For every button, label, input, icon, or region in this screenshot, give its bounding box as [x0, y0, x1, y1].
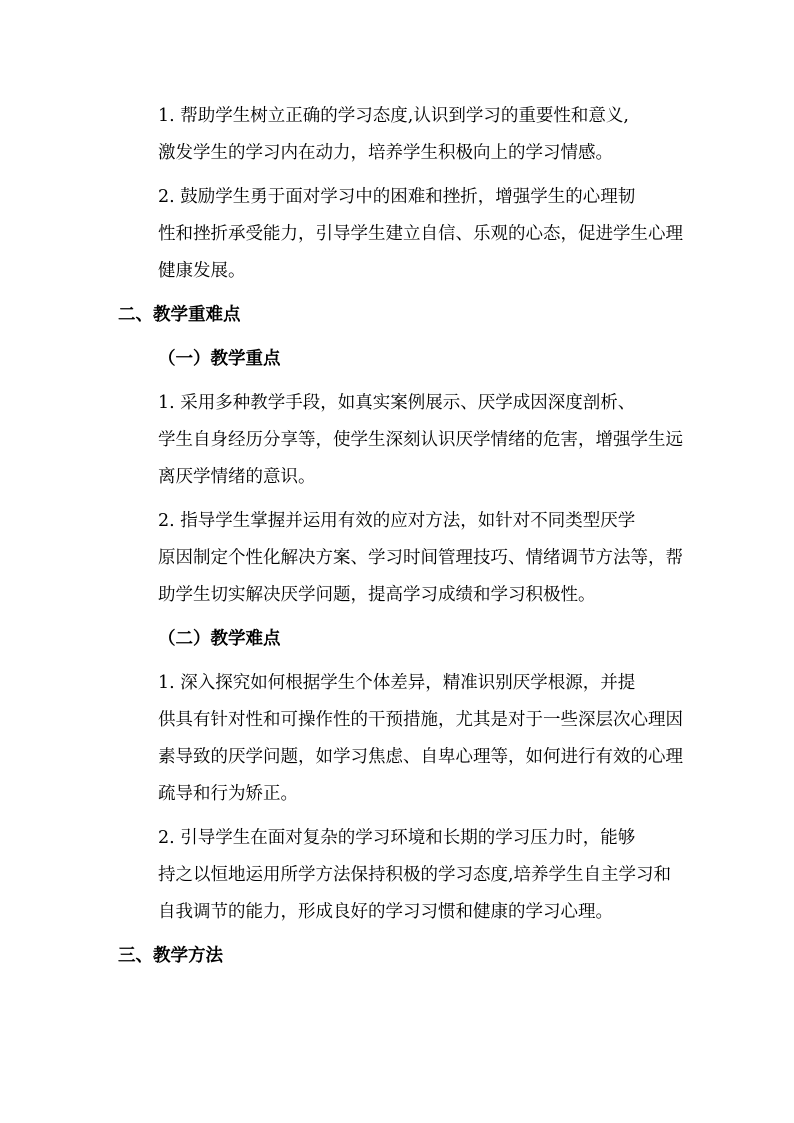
- text-line: 学生自身经历分享等，使学生深刻认识厌学情绪的危害，增强学生远: [158, 430, 683, 450]
- paragraph-difficult-point-1: [118, 665, 683, 813]
- text-line: 1. 深入探究如何根据学生个体差异，精准识别厌学根源，并提: [158, 673, 636, 693]
- text-line: 原因制定个性化解决方案、学习时间管理技巧、情绪调节方法等，帮: [158, 548, 683, 568]
- paragraph-difficult-point-2: [118, 820, 676, 931]
- paragraph-key-point-1: [118, 385, 683, 496]
- text-line: 助学生切实解决厌学问题，提高学习成绩和学习积极性。: [158, 585, 596, 605]
- text-line: 素导致的厌学问题，如学习焦虑、自卑心理等，如何进行有效的心理: [158, 747, 683, 767]
- section-heading-key-difficult-points: 二、教学重难点: [118, 305, 241, 325]
- subsection-heading-difficult-points: （二）教学难点: [158, 629, 281, 649]
- text-line: 2. 引导学生在面对复杂的学习环境和长期的学习压力时，能够: [158, 828, 636, 848]
- paragraph-key-point-2: [118, 503, 683, 614]
- subsection-heading-key-points: （一）教学重点: [158, 349, 281, 369]
- section-heading-teaching-methods: 三、教学方法: [118, 946, 223, 966]
- text-line: 1. 采用多种教学手段，如真实案例展示、厌学成因深度剖析、: [158, 393, 636, 413]
- text-line: 离厌学情绪的意识。: [158, 467, 316, 487]
- document-body: [118, 98, 683, 982]
- text-line: 健康发展。: [158, 261, 246, 281]
- text-line: 2. 鼓励学生勇于面对学习中的困难和挫折，增强学生的心理韧: [158, 187, 636, 207]
- text-line: 供具有针对性和可操作性的干预措施，尤其是对于一些深层次心理因: [158, 710, 683, 730]
- text-line: 激发学生的学习内在动力，培养学生积极向上的学习情感。: [158, 143, 613, 163]
- text-line: 2. 指导学生掌握并运用有效的应对方法，如针对不同类型厌学: [158, 511, 636, 531]
- text-line: 1. 帮助学生树立正确的学习态度,认识到学习的重要性和意义,: [158, 106, 629, 126]
- text-line: 性和挫折承受能力，引导学生建立自信、乐观的心态，促进学生心理: [158, 224, 683, 244]
- paragraph-goal-2: [118, 179, 683, 290]
- paragraph-goal-1: [118, 98, 676, 172]
- text-line: 自我调节的能力，形成良好的学习习惯和健康的学习心理。: [158, 902, 613, 922]
- text-line: 疏导和行为矫正。: [158, 784, 298, 804]
- text-line: 持之以恒地运用所学方法保持积极的学习态度,培养学生自主学习和: [158, 865, 672, 885]
